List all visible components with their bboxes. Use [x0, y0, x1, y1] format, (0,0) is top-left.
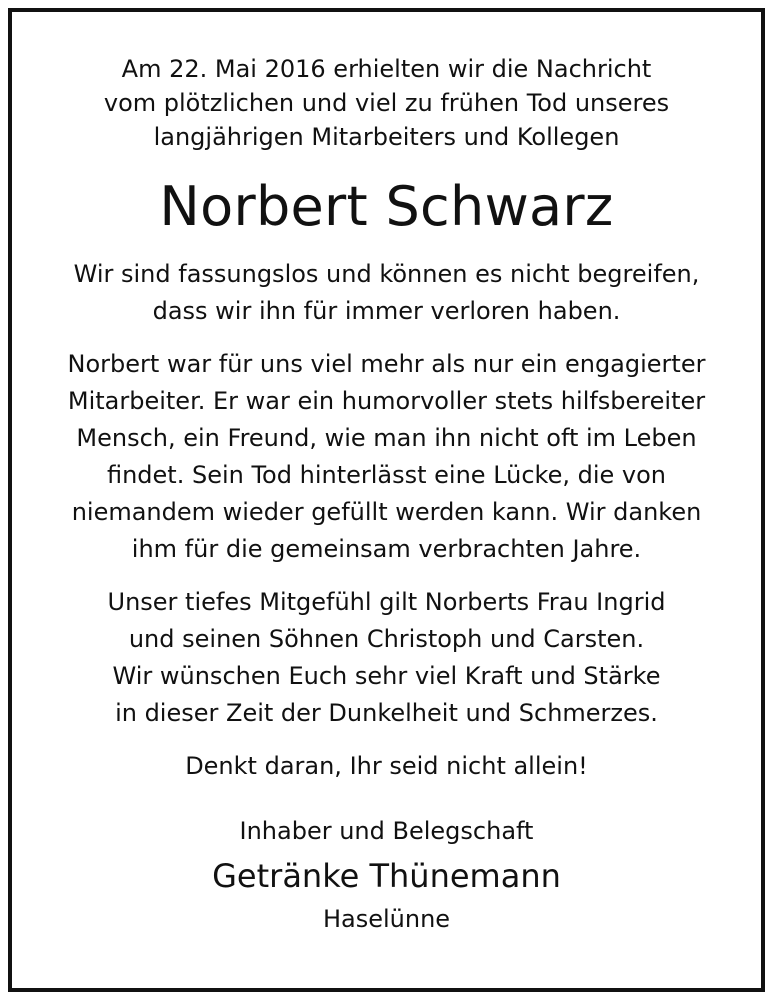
company-name: Getränke Thünemann — [212, 857, 561, 895]
intro-line: langjährigen Mitarbeiters und Kollegen — [153, 123, 620, 151]
paragraph-line: Wir wünschen Euch sehr viel Kraft und Stärke — [112, 662, 661, 690]
paragraph-line: in dieser Zeit der Dunkelheit und Schmerzes. — [115, 699, 658, 727]
paragraph-line: Norbert war für uns viel mehr als nur ein engagierter — [67, 350, 706, 378]
paragraph-line: Wir sind fassungslos und können es nicht begreifen, — [73, 260, 700, 288]
intro-line: Am 22. Mai 2016 erhielten wir die Nachricht — [121, 55, 652, 83]
signature-line: Inhaber und Belegschaft — [239, 817, 534, 845]
closing-line: Denkt daran, Ihr seid nicht allein! — [185, 752, 588, 780]
paragraph-line: Mensch, ein Freund, wie man ihn nicht oft im Leben — [76, 424, 697, 452]
notice-frame — [8, 8, 765, 992]
paragraph-tribute — [16, 330, 757, 568]
company-city: Haselünne — [322, 905, 451, 933]
paragraph-condolence — [16, 568, 757, 732]
deceased-name: Norbert Schwarz — [159, 175, 614, 238]
paragraph-line: dass wir ihn für immer verloren haben. — [152, 297, 621, 325]
paragraph-line: und seinen Söhnen Christoph und Carsten. — [128, 625, 645, 653]
intro-line: vom plötzlichen und viel zu frühen Tod unseres — [103, 89, 670, 117]
intro-text — [16, 12, 757, 154]
notice-content — [16, 12, 757, 937]
paragraph-line: Unser tiefes Mitgefühl gilt Norberts Frau Ingrid — [107, 588, 666, 616]
paragraph-line: ihm für die gemeinsam verbrachten Jahre. — [131, 535, 642, 563]
paragraph-line: niemandem wieder gefüllt werden kann. Wir danken — [71, 498, 702, 526]
paragraph-line: Mitarbeiter. Er war ein humorvoller stets hilfsbereiter — [67, 387, 706, 415]
paragraph-line: findet. Sein Tod hinterlässt eine Lücke, die von — [106, 461, 667, 489]
paragraph-grief — [16, 242, 757, 330]
